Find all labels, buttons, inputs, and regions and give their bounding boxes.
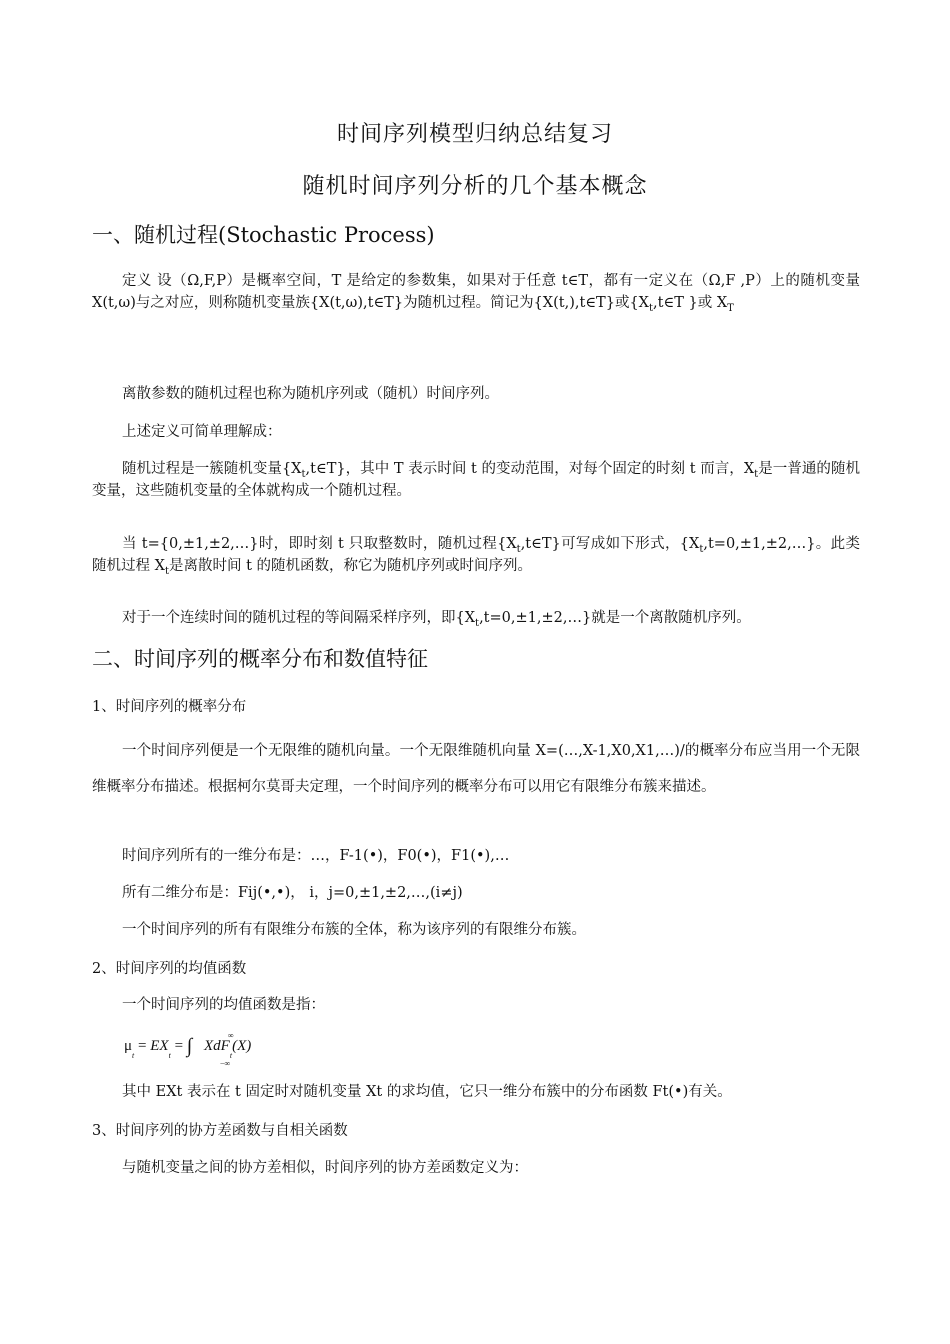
paragraph-discrete: 离散参数的随机过程也称为随机序列或（随机）时间序列。 (122, 386, 499, 402)
paragraph-integer-time: 当 t={0,±1,±2,…}时，即时刻 t 只取整数时，随机过程$\{X_t,t\in T\}$可写成如下形式，$\{X_t,t=0,\pm 1,\pm 2,\dots\}$。此类随机过程 $X_t$是离散时间 t 的随机函数，称它为随机序列或时间序列。 (92, 536, 860, 577)
section-heading-1: 一、随机过程(Stochastic Process) (92, 223, 435, 247)
document-subtitle: 随机时间序列分析的几个基本概念 (302, 174, 648, 199)
paragraph-distribution: 一个时间序列便是一个无限维的随机向量。一个无限维随机向量 X=(…,X-1,X0,X1,…)/的概率分布应当用一个无限维概率分布描述。根据柯尔莫哥夫定理，一个时间序列的概率分布可以用它有限维分布簇来描述。 (92, 743, 860, 795)
paragraph-one-dim: 时间序列所有的一维分布是：…，F-1(•)，F0(•)，F1(•),… (122, 848, 510, 864)
subsection-heading-1: 1、时间序列的概率分布 (92, 699, 247, 715)
paragraph-sampling: 对于一个连续时间的随机过程的等间隔采样序列，即$\{X_t,t=0,\pm 1,\pm 2,\dots\}$就是一个离散随机序列。 (122, 610, 751, 629)
paragraph-two-dim: 所有二维分布是：Fij(•,•)， i，j=0,±1,±2,…,(i≠j) (122, 885, 463, 901)
section-heading-2: 二、时间序列的概率分布和数值特征 (92, 647, 428, 671)
subsection-heading-2: 2、时间序列的均值函数 (92, 961, 247, 977)
paragraph-process: 随机过程是一簇随机变量$\{X_t,t\in T\}$，其中 T 表示时间 t 的变动范围，对每个固定的时刻 t 而言，$X_t$是一普通的随机变量，这些随机变量的全体就构成一个随机过程。 (92, 461, 860, 499)
paragraph-finite-dim: 一个时间序列的所有有限维分布簇的全体，称为该序列的有限维分布簇。 (122, 922, 586, 938)
paragraph-definition: 定义 设（Ω,F,P）是概率空间，T 是给定的参数集，如果对于任意 t∈T，都有一定义在（Ω,F ,P）上的随机变量 X(t,ω)与之对应，则称随机变量族{X(t,ω),t∈T}为随机过程。简记为{X(t,),t∈T}或{$X_t,t\in T$ }或 $X_T$ (92, 273, 860, 314)
paragraph-mean-note: 其中 EXt 表示在 t 固定时对随机变量 Xt 的求均值，它只一维分布簇中的分布函数 Ft(•)有关。 (122, 1084, 732, 1100)
document-title: 时间序列模型归纳总结复习 (336, 122, 613, 147)
paragraph-simple: 上述定义可简单理解成： (122, 424, 282, 440)
mean-formula: $\mu_t = EX_t$ = ∫ ∞ −∞ XdF$_t$(X) (124, 1031, 252, 1068)
paragraph-mean: 一个时间序列的均值函数是指： (122, 997, 325, 1013)
paragraph-covariance: 与随机变量之间的协方差相似，时间序列的协方差函数定义为： (122, 1160, 528, 1176)
subsection-heading-3: 3、时间序列的协方差函数与自相关函数 (92, 1123, 348, 1139)
